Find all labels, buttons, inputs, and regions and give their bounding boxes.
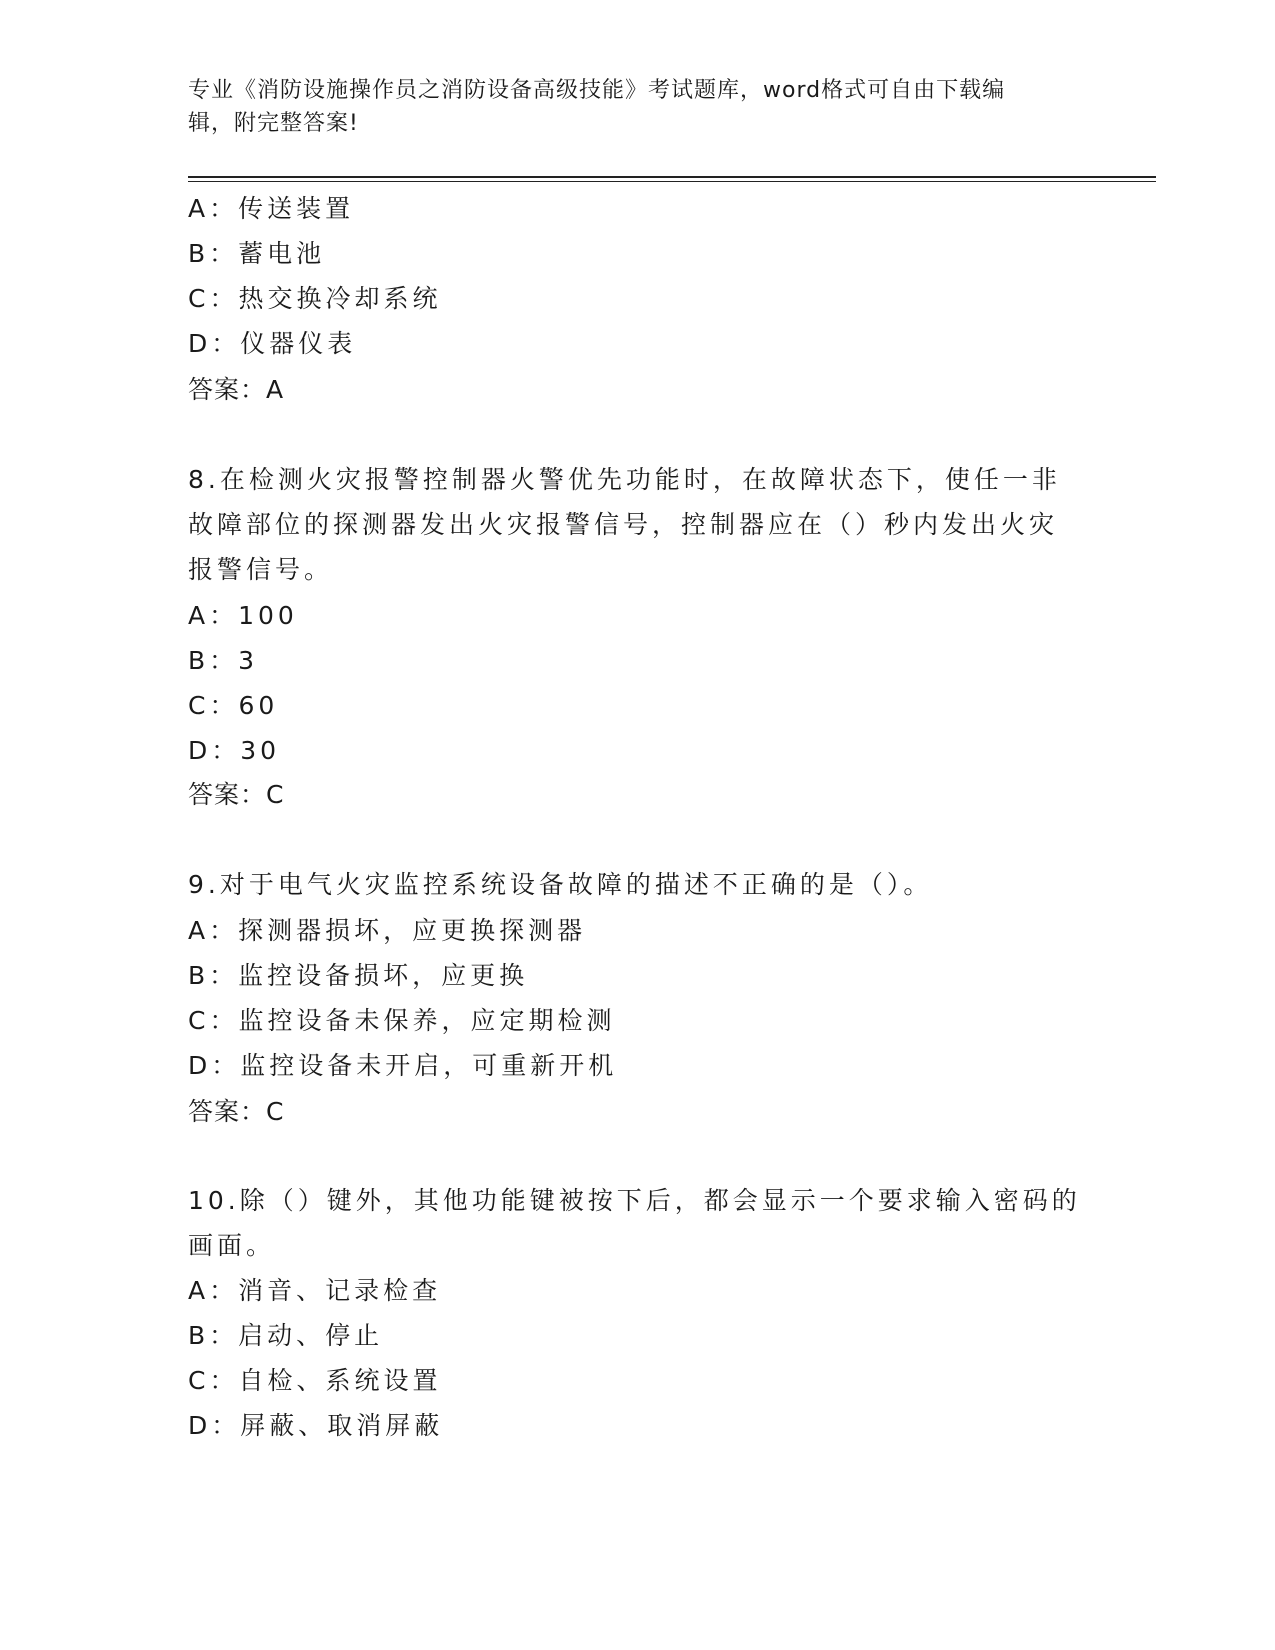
q8-option-a: A：100 xyxy=(188,601,298,630)
q8-stem-line-1: 8.在检测火灾报警控制器火警优先功能时，在故障状态下，使任一非 xyxy=(188,465,1061,494)
q8-option-c: C：60 xyxy=(188,691,279,720)
q8-answer: 答案：C xyxy=(188,780,285,809)
q7-option-d: D：仪器仪表 xyxy=(188,329,357,358)
q9-stem-line-1: 9.对于电气火灾监控系统设备故障的描述不正确的是（）。 xyxy=(188,870,933,899)
q9-option-b: B：监控设备损坏，应更换 xyxy=(188,961,529,990)
document-header xyxy=(188,74,1068,140)
q10-stem-line-2: 画面。 xyxy=(188,1231,276,1260)
q10-option-d: D：屏蔽、取消屏蔽 xyxy=(188,1411,444,1440)
header-divider-thin xyxy=(188,181,1156,182)
q9-option-a: A：探测器损坏，应更换探测器 xyxy=(188,916,587,945)
q10-option-c: C：自检、系统设置 xyxy=(188,1366,442,1395)
q8-stem-line-3: 报警信号。 xyxy=(188,555,334,584)
q9-option-c: C：监控设备未保养，应定期检测 xyxy=(188,1006,616,1035)
q10-stem-line-1: 10.除（）键外，其他功能键被按下后，都会显示一个要求输入密码的 xyxy=(188,1186,1081,1215)
q10-option-b: B：启动、停止 xyxy=(188,1321,384,1350)
q9-answer: 答案：C xyxy=(188,1097,285,1126)
header-divider-thick xyxy=(188,176,1156,178)
header-line-1: 专业《消防设施操作员之消防设备高级技能》考试题库，word格式可自由下载编 xyxy=(188,78,1006,103)
q9-option-d: D：监控设备未开启，可重新开机 xyxy=(188,1051,618,1080)
q7-option-b: B：蓄电池 xyxy=(188,239,326,268)
q8-option-b: B：3 xyxy=(188,646,259,675)
q8-option-d: D：30 xyxy=(188,736,281,765)
header-line-2: 辑，附完整答案! xyxy=(188,111,359,136)
q7-option-a: A：传送装置 xyxy=(188,194,355,223)
q8-stem-line-2: 故障部位的探测器发出火灾报警信号，控制器应在（）秒内发出火灾 xyxy=(188,510,1059,539)
q7-answer: 答案：A xyxy=(188,375,285,404)
q10-option-a: A：消音、记录检查 xyxy=(188,1276,442,1305)
q7-option-c: C：热交换冷却系统 xyxy=(188,284,442,313)
